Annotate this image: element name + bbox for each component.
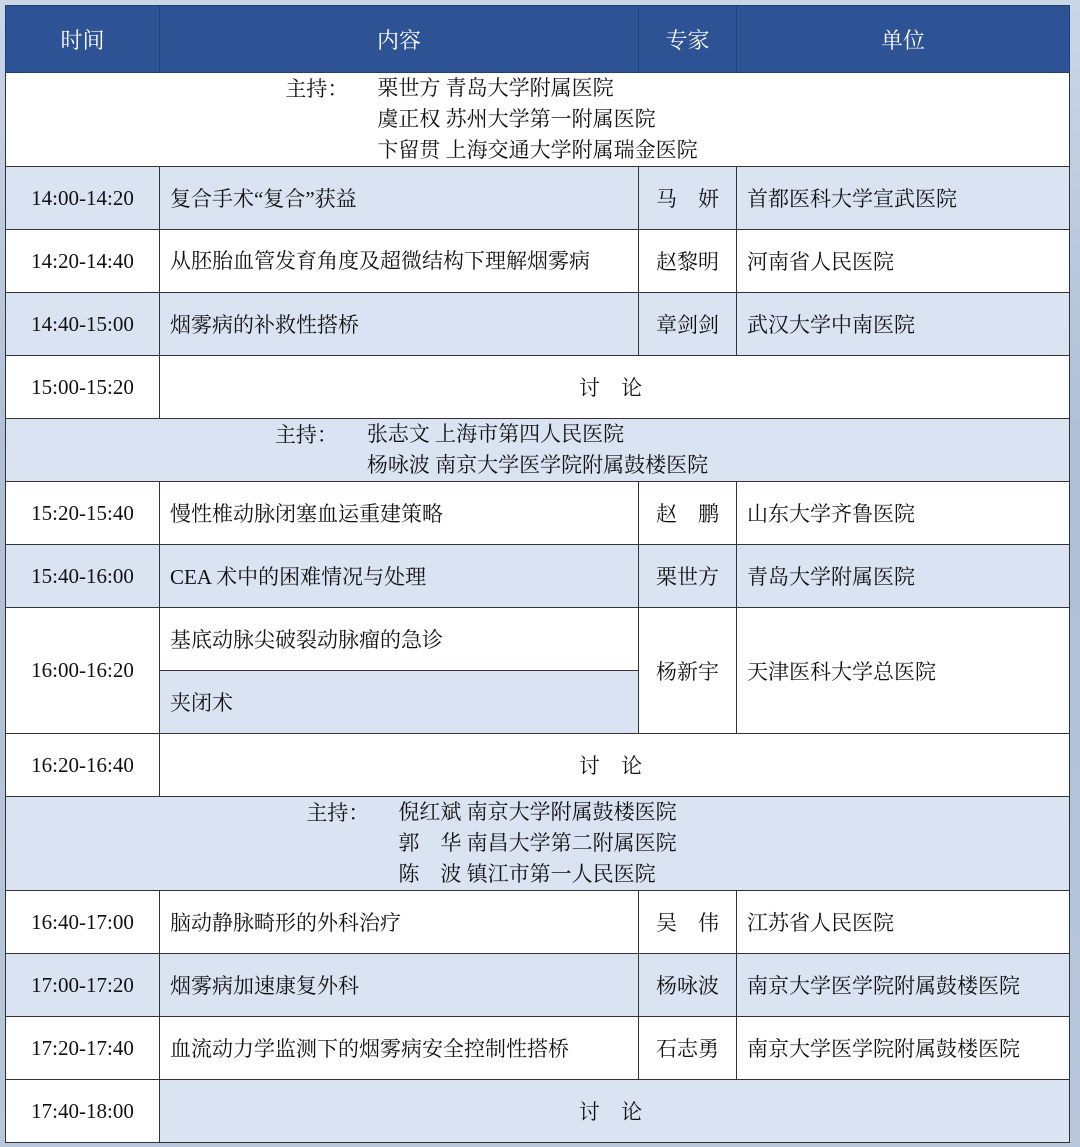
content-cell: 从胚胎血管发育角度及超微结构下理解烟雾病 bbox=[160, 230, 639, 293]
expert-cell: 赵 鹏 bbox=[639, 482, 737, 545]
expert-cell: 赵黎明 bbox=[639, 230, 737, 293]
unit-cell: 青岛大学附属医院 bbox=[737, 545, 1070, 608]
unit-cell: 首都医科大学宣武医院 bbox=[737, 167, 1070, 230]
content-cell: 基底动脉尖破裂动脉瘤的急诊 bbox=[160, 608, 639, 671]
expert-cell: 杨咏波 bbox=[639, 954, 737, 1017]
time-cell: 14:40-15:00 bbox=[6, 293, 160, 356]
host-label: 主持： bbox=[285, 77, 349, 101]
header-content: 内容 bbox=[160, 6, 639, 73]
time-cell: 15:00-15:20 bbox=[6, 356, 160, 419]
time-cell: 16:20-16:40 bbox=[6, 734, 160, 797]
unit-cell: 天津医科大学总医院 bbox=[737, 608, 1070, 734]
time-cell: 16:00-16:20 bbox=[6, 608, 160, 734]
time-cell: 14:20-14:40 bbox=[6, 230, 160, 293]
discussion-row bbox=[6, 356, 1070, 419]
expert-cell: 章剑剑 bbox=[639, 293, 737, 356]
content-cell: 血流动力学监测下的烟雾病安全控制性搭桥 bbox=[160, 1017, 639, 1080]
table-row bbox=[6, 954, 1070, 1017]
table-row bbox=[6, 167, 1070, 230]
content-cell: 复合手术“复合”获益 bbox=[160, 167, 639, 230]
host-entry: 郭 华 南昌大学第二附属医院 bbox=[398, 831, 677, 855]
host-row-1 bbox=[6, 73, 1070, 167]
unit-cell: 江苏省人民医院 bbox=[737, 891, 1070, 954]
expert-cell: 杨新宇 bbox=[639, 608, 737, 734]
discussion-row bbox=[6, 734, 1070, 797]
discussion-cell: 讨 论 bbox=[160, 1080, 1070, 1143]
table-row bbox=[6, 230, 1070, 293]
time-cell: 16:40-17:00 bbox=[6, 891, 160, 954]
unit-cell: 南京大学医学院附属鼓楼医院 bbox=[737, 1017, 1070, 1080]
discussion-row bbox=[6, 1080, 1070, 1143]
expert-cell: 马 妍 bbox=[639, 167, 737, 230]
time-cell: 17:40-18:00 bbox=[6, 1080, 160, 1143]
table-row bbox=[6, 293, 1070, 356]
table-row bbox=[6, 608, 1070, 671]
header-unit: 单位 bbox=[737, 6, 1070, 73]
host-row-2 bbox=[6, 419, 1070, 482]
header-time: 时间 bbox=[6, 6, 160, 73]
expert-cell: 吴 伟 bbox=[639, 891, 737, 954]
table-row bbox=[6, 545, 1070, 608]
host-entry: 栗世方 青岛大学附属医院 bbox=[377, 76, 614, 100]
discussion-cell: 讨 论 bbox=[160, 734, 1070, 797]
unit-cell: 山东大学齐鲁医院 bbox=[737, 482, 1070, 545]
host-entry: 张志文 上海市第四人民医院 bbox=[366, 422, 625, 446]
expert-cell: 石志勇 bbox=[639, 1017, 737, 1080]
schedule-frame bbox=[5, 5, 1069, 1139]
discussion-cell: 讨 论 bbox=[160, 356, 1070, 419]
content-cell: 慢性椎动脉闭塞血运重建策略 bbox=[160, 482, 639, 545]
host-label: 主持： bbox=[306, 801, 370, 825]
host-entry: 卞留贯 上海交通大学附属瑞金医院 bbox=[377, 138, 698, 162]
content-cell: CEA 术中的困难情况与处理 bbox=[160, 545, 639, 608]
schedule-table bbox=[5, 5, 1070, 1143]
content-cell: 夹闭术 bbox=[160, 671, 639, 734]
content-cell: 烟雾病加速康复外科 bbox=[160, 954, 639, 1017]
unit-cell: 武汉大学中南医院 bbox=[737, 293, 1070, 356]
table-row bbox=[6, 891, 1070, 954]
unit-cell: 南京大学医学院附属鼓楼医院 bbox=[737, 954, 1070, 1017]
time-cell: 14:00-14:20 bbox=[6, 167, 160, 230]
host-entry: 倪红斌 南京大学附属鼓楼医院 bbox=[398, 800, 677, 824]
host-entry: 杨咏波 南京大学医学院附属鼓楼医院 bbox=[366, 453, 709, 477]
table-row bbox=[6, 482, 1070, 545]
time-cell: 15:20-15:40 bbox=[6, 482, 160, 545]
host-entry: 虞正权 苏州大学第一附属医院 bbox=[377, 107, 656, 131]
table-row bbox=[6, 1017, 1070, 1080]
header-row bbox=[6, 6, 1070, 73]
expert-cell: 栗世方 bbox=[639, 545, 737, 608]
time-cell: 15:40-16:00 bbox=[6, 545, 160, 608]
host-row-3 bbox=[6, 797, 1070, 891]
header-expert: 专家 bbox=[639, 6, 737, 73]
content-cell: 烟雾病的补救性搭桥 bbox=[160, 293, 639, 356]
content-cell: 脑动静脉畸形的外科治疗 bbox=[160, 891, 639, 954]
time-cell: 17:20-17:40 bbox=[6, 1017, 160, 1080]
host-label: 主持： bbox=[274, 423, 338, 447]
unit-cell: 河南省人民医院 bbox=[737, 230, 1070, 293]
time-cell: 17:00-17:20 bbox=[6, 954, 160, 1017]
host-entry: 陈 波 镇江市第一人民医院 bbox=[398, 862, 656, 886]
